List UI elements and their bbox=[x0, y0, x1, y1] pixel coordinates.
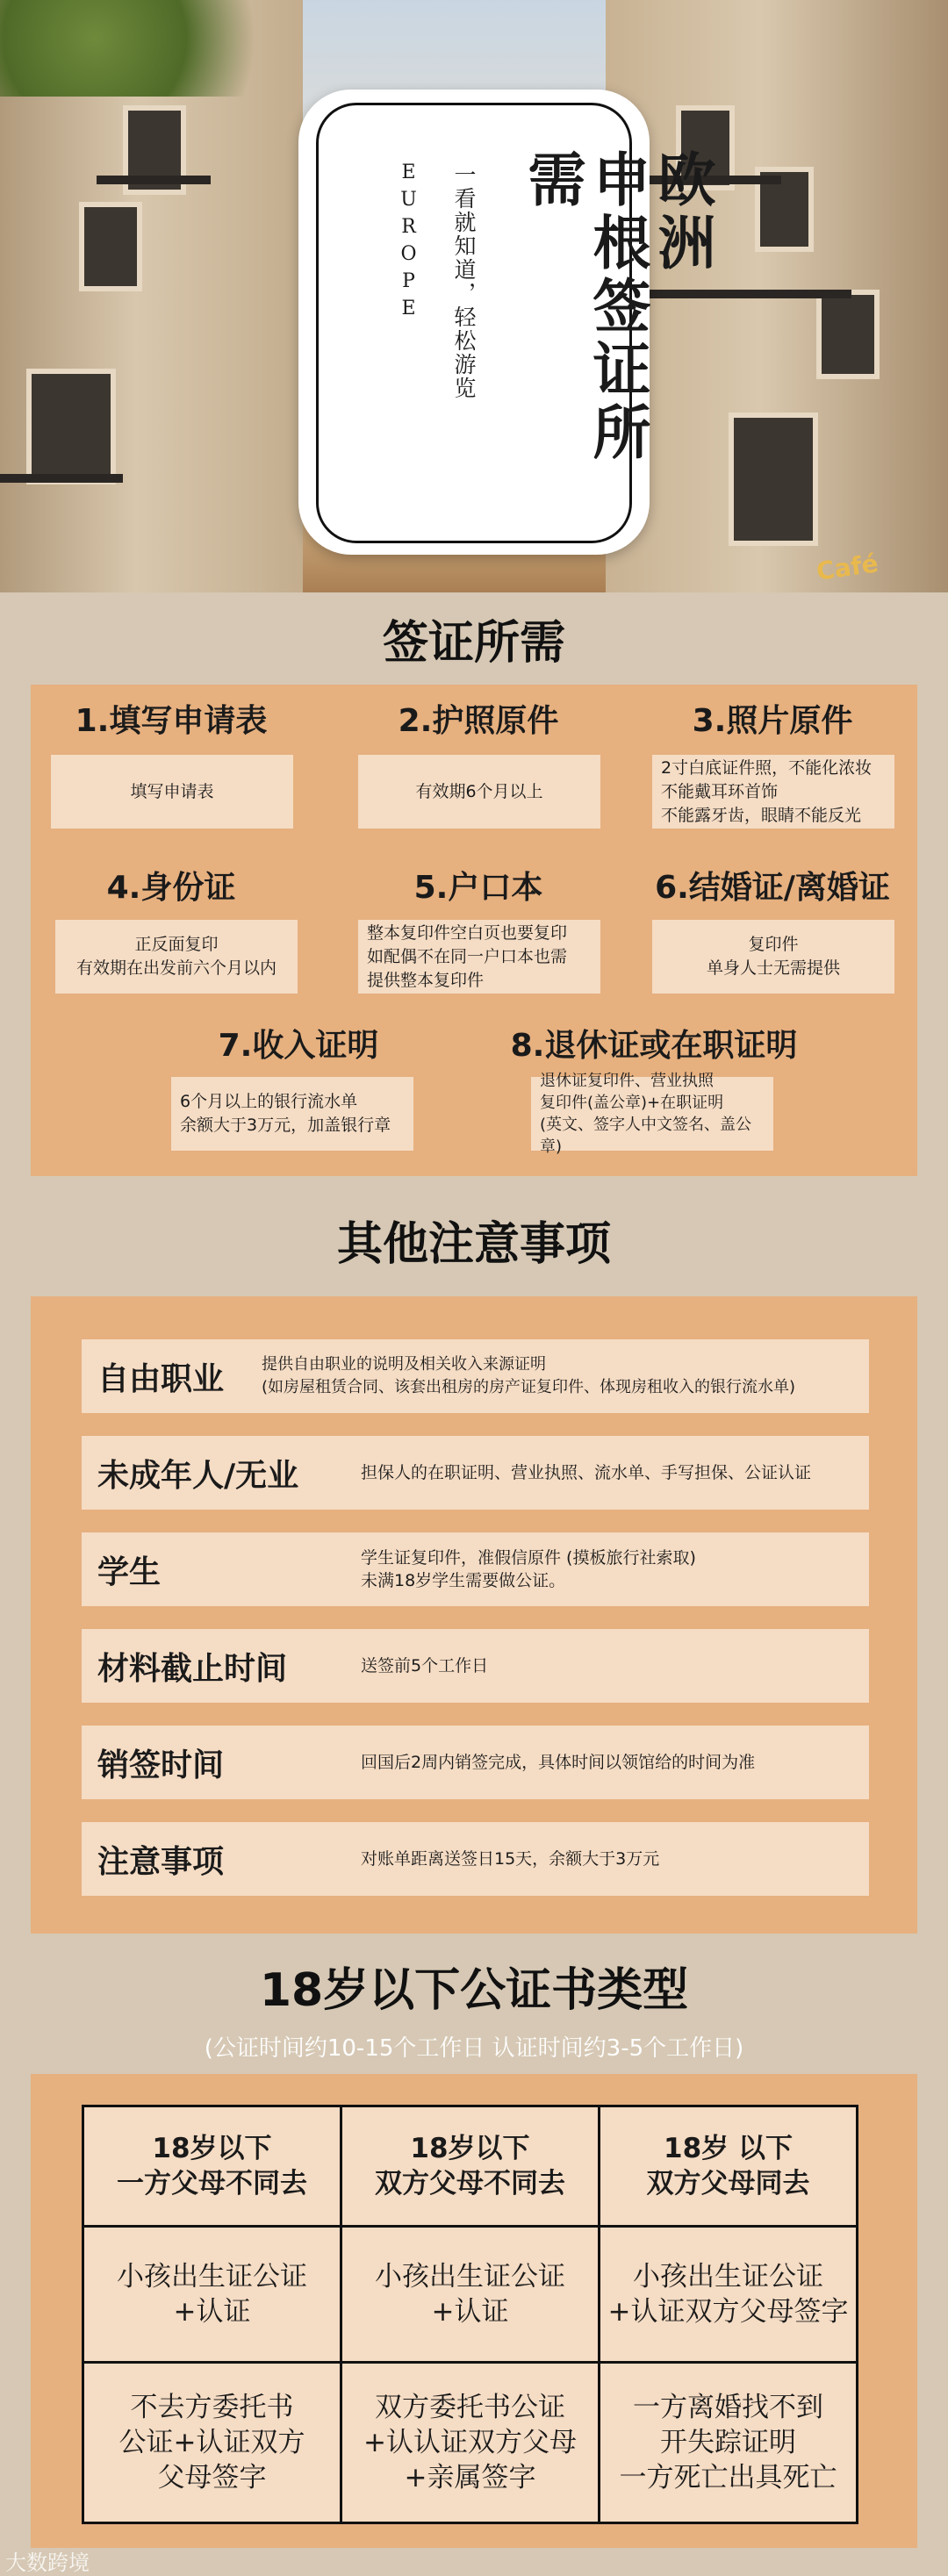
notary-table bbox=[82, 2105, 858, 2524]
note-text: 回国后2周内销签完成，具体时间以领馆给的时间为准 bbox=[361, 1753, 756, 1772]
note-text: 学生证复印件，准假信原件 (摸板旅行社索取) 未满18岁学生需要做公证。 bbox=[361, 1548, 696, 1590]
table-header-cell: 18岁以下 双方父母不同去 bbox=[341, 2106, 600, 2227]
req-title-id-card: 4.身份证 bbox=[106, 870, 236, 906]
window-image bbox=[79, 202, 142, 291]
req-desc-photo: 2寸白底证件照，不能化浓妆 不能戴耳环首饰 不能露牙齿，眼睛不能反光 bbox=[652, 755, 894, 829]
req-desc-passport: 有效期6个月以上 bbox=[358, 755, 600, 829]
watermark-logo: 大数跨境 bbox=[5, 2551, 90, 2575]
hero-english: EUROPE bbox=[398, 161, 420, 325]
req-title-application-form: 1.填写申请表 bbox=[75, 703, 268, 739]
title-card bbox=[298, 90, 715, 555]
hero-title-line1: 欧洲 bbox=[648, 149, 715, 276]
req-title-photo: 3.照片原件 bbox=[692, 703, 853, 739]
table-header-cell: 18岁以下 一方父母不同去 bbox=[83, 2106, 341, 2227]
table-cell: 一方离婚找不到 开失踪证明 一方死亡出具死亡 bbox=[600, 2363, 858, 2523]
note-label: 学生 bbox=[97, 1553, 162, 1590]
window-image bbox=[816, 290, 880, 379]
hero-title bbox=[519, 149, 714, 518]
note-row-student bbox=[82, 1532, 869, 1606]
title-card-border bbox=[316, 103, 715, 543]
tree-leaves-image bbox=[0, 0, 316, 97]
window-image bbox=[26, 369, 116, 484]
hero-title-line2: 申根签证所需 bbox=[518, 149, 650, 465]
table-header-row bbox=[83, 2106, 858, 2227]
note-row-minor-unemployed bbox=[82, 1436, 869, 1510]
req-title-employment-proof: 8.退休证或在职证明 bbox=[510, 1028, 798, 1064]
note-row-attention bbox=[82, 1822, 869, 1896]
notary-heading: 18岁以下公证书类型 bbox=[259, 1964, 689, 2017]
table-row bbox=[83, 2227, 858, 2363]
hero-banner bbox=[0, 0, 948, 592]
note-text: 对账单距离送签日15天，余额大于3万元 bbox=[361, 1849, 660, 1869]
req-desc-application-form: 填写申请表 bbox=[51, 755, 293, 829]
req-desc-id-card: 正反面复印 有效期在出发前六个月以内 bbox=[55, 920, 298, 994]
table-cell: 小孩出生证公证 +认证 bbox=[341, 2227, 600, 2363]
table-header-cell: 18岁 以下 双方父母同去 bbox=[600, 2106, 858, 2227]
window-image bbox=[729, 413, 818, 546]
note-text: 送签前5个工作日 bbox=[361, 1656, 489, 1675]
req-title-household-register: 5.户口本 bbox=[413, 870, 543, 906]
note-row-freelancer bbox=[82, 1339, 869, 1413]
table-row bbox=[83, 2363, 858, 2523]
note-label: 自由职业 bbox=[97, 1360, 225, 1397]
note-label: 材料截止时间 bbox=[97, 1650, 288, 1687]
req-desc-marriage-certificate: 复印件 单身人士无需提供 bbox=[652, 920, 894, 994]
table-cell: 双方委托书公证 +认认证双方父母 +亲属签字 bbox=[341, 2363, 600, 2523]
cafe-sign: Café bbox=[815, 549, 880, 586]
note-text: 提供自由职业的说明及相关收入来源证明 (如房屋租赁合同、该套出租房的房产证复印件、体现房租收入的银行流水单) bbox=[262, 1355, 796, 1396]
balcony-railing bbox=[0, 474, 123, 483]
requirements-heading: 签证所需 bbox=[382, 617, 565, 670]
req-title-marriage-certificate: 6.结婚证/离婚证 bbox=[655, 870, 890, 906]
note-row-cancellation bbox=[82, 1726, 869, 1799]
note-label: 未成年人/无业 bbox=[97, 1457, 299, 1494]
table-cell: 小孩出生证公证 +认证 bbox=[83, 2227, 341, 2363]
req-desc-income-proof: 6个月以上的银行流水单 余额大于3万元，加盖银行章 bbox=[171, 1077, 413, 1151]
note-label: 销签时间 bbox=[97, 1747, 225, 1783]
table-cell: 不去方委托书 公证+认证双方 父母签字 bbox=[83, 2363, 341, 2523]
note-text: 担保人的在职证明、营业执照、流水单、手写担保、公证认证 bbox=[361, 1463, 812, 1482]
notary-subheading: (公证时间约10-15个工作日 认证时间约3-5个工作日) bbox=[204, 2035, 744, 2062]
req-title-passport: 2.护照原件 bbox=[398, 703, 559, 739]
req-desc-employment-proof: 退休证复印件、营业执照 复印件(盖公章)+在职证明 (英文、签字人中文签名、盖公章) bbox=[531, 1077, 773, 1151]
req-desc-household-register: 整本复印件空白页也要复印 如配偶不在同一户口本也需 提供整本复印件 bbox=[358, 920, 600, 994]
req-title-income-proof: 7.收入证明 bbox=[218, 1028, 379, 1064]
note-row-deadline bbox=[82, 1629, 869, 1703]
table-cell: 小孩出生证公证 +认证双方父母签字 bbox=[600, 2227, 858, 2363]
hero-subtitle: 一看就知道，轻松游览 bbox=[451, 163, 477, 400]
balcony-railing bbox=[97, 176, 211, 184]
building-left-image bbox=[0, 0, 303, 592]
note-label: 注意事项 bbox=[97, 1843, 225, 1880]
notes-heading: 其他注意事项 bbox=[336, 1218, 611, 1271]
